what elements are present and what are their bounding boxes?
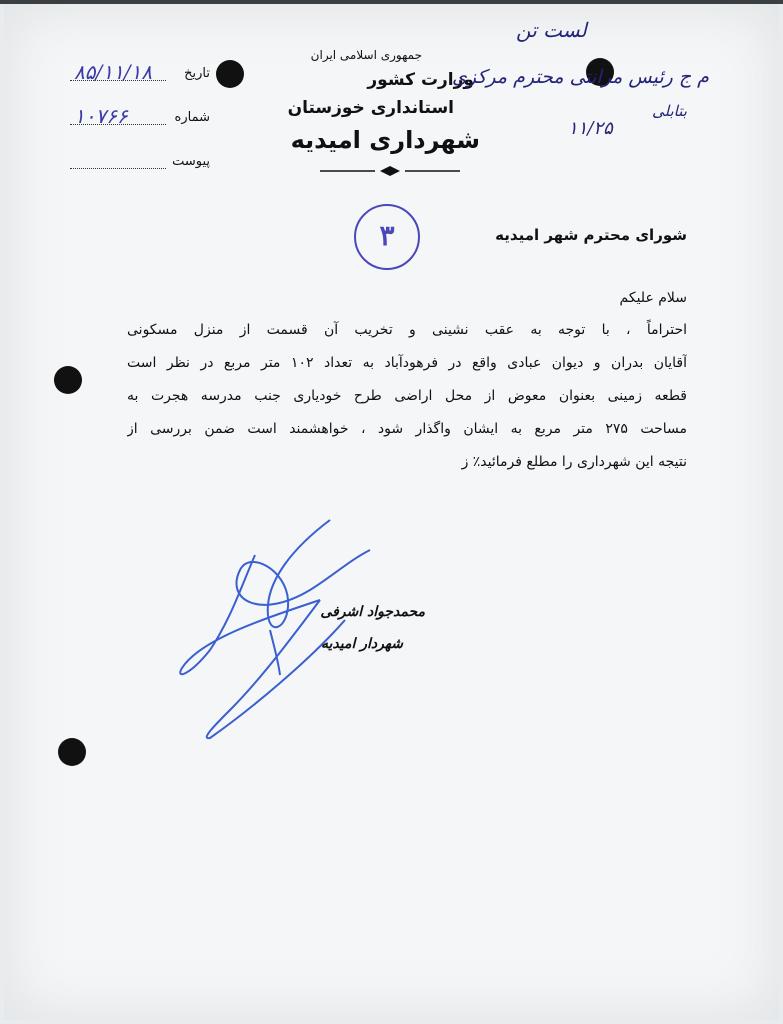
signatory-name: محمدجواد اشرفی — [320, 604, 425, 620]
letter-body — [127, 318, 687, 483]
body-line: نتیجه این شهرداری را مطلع فرمائید٪ ز — [461, 454, 687, 470]
handwritten-side-note: بتابلی — [652, 102, 687, 120]
ministry-label: وزارت کشور — [367, 70, 474, 90]
ornament-divider — [320, 166, 460, 176]
number-value: ۱۰۷۶۶ — [74, 104, 128, 128]
date-label: تاریخ — [184, 66, 210, 81]
province-label: استانداری خوزستان — [287, 98, 454, 118]
body-line: مساحت ۲۷۵ متر مربع به ایشان واگذار شود ، خواهشمند است ضمن بررسی از — [127, 421, 687, 437]
handwritten-top-note: لست تن — [516, 18, 587, 42]
body-line: احتراماً ، با توجه به عقب نشینی و تخریب آن قسمت از منزل مسکونی — [127, 322, 687, 338]
punch-hole — [54, 366, 82, 394]
attachment-row — [70, 148, 210, 192]
attachment-label: پیوست — [172, 154, 210, 169]
body-line: آقایان بدران و دیوان عبادی واقع در فرهودآباد به تعداد ۱۰۲ متر مربع در نظر است — [127, 355, 687, 371]
republic-label: جمهوری اسلامی ایران — [310, 48, 422, 62]
handwritten-signature — [170, 510, 390, 750]
number-label: شماره — [174, 110, 210, 125]
punch-hole — [58, 738, 86, 766]
recipient: شورای محترم شهر امیدیه — [495, 226, 687, 244]
signatory-title: شهردار امیدیه — [320, 636, 403, 652]
circled-number: ۳ — [354, 204, 420, 270]
body-line: قطعه زمینی بعنوان معوض از محل اراضی طرح خودیاری جنب مدرسه هجرت به — [127, 388, 687, 404]
letter-meta — [70, 60, 210, 192]
organization-title: شهرداری امیدیه — [290, 126, 480, 154]
number-row — [70, 104, 210, 148]
punch-hole — [216, 60, 244, 88]
handwritten-referral: م ج رئیس مرانتی محترم مرکزی — [452, 66, 709, 88]
date-value: ۸۵/۱۱/۱۸ — [74, 60, 152, 84]
handwritten-date: ۱۱/۲۵ — [568, 118, 613, 139]
greeting: سلام علیکم — [619, 290, 687, 306]
date-row — [70, 60, 210, 104]
